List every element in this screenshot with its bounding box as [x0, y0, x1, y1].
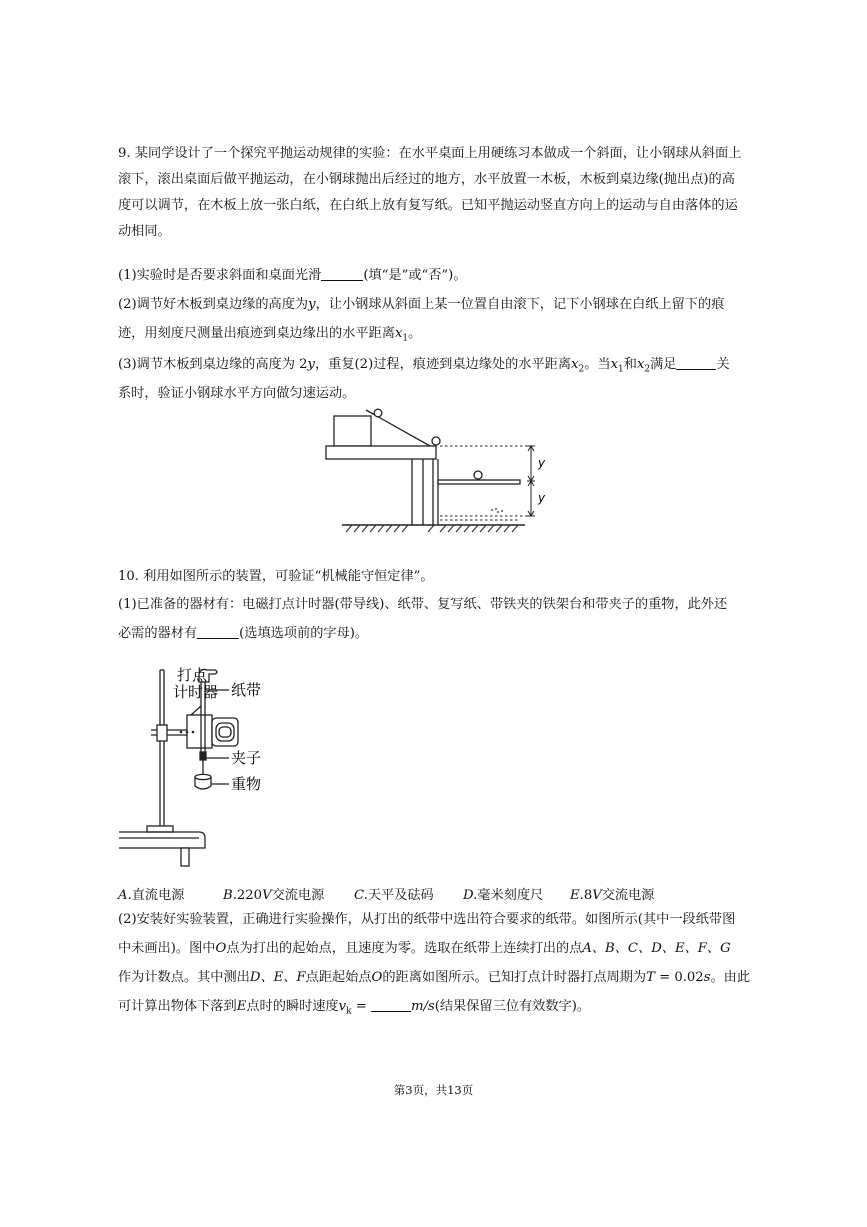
q9-part3-line2: 系时，验证小钢球水平方向做匀速运动。	[118, 386, 356, 401]
page-footer: 第3页，共13页	[393, 1083, 474, 1097]
q10-part1-line1: (1)已准备的器材有：电磁打点计时器(带导线)、纸带、复写纸、带铁夹的铁架台和带夹子的重物，此外还	[118, 597, 728, 612]
timer-label-line1: 打点	[177, 666, 208, 684]
q9-part2-line1: (2)调节好木板到桌边缘的高度为y，让小钢球从斜面上某一位置自由滚下，记下小钢球在白纸上留下的痕	[118, 297, 725, 312]
q10-part1-line2: 必需的器材有 (选填选项前的字母)。	[118, 626, 369, 641]
q10-part2-line4: 可计算出物体下落到E点时的瞬时速度$v_k = m/s$(结果保留三位有效数字)。	[118, 999, 591, 1017]
q10-part2-line3: 作为计数点。其中测出D、E、F点距起始点O的距离如图所示。已知打点计时器打点周期为T = 0.02s。由此	[118, 970, 751, 985]
q10-stem: 10. 利用如图所示的装置，可验证“机械能守恒定律”。	[118, 569, 434, 584]
q10-part2-line1: (2)安装好实验装置，正确进行实验操作，从打出的纸带中选出符合要求的纸带。如图所示(其中一段纸带图	[118, 912, 736, 927]
q10-part2-line2: 中未画出)。图中O点为打出的起始点，且速度为零。选取在纸带上连续打出的点A、B、C、D、E、F、G	[118, 941, 731, 956]
answer-blank[interactable]	[676, 355, 716, 370]
q9-stem: 9. 某同学设计了一个探究平抛运动规律的实验：在水平桌面上用硬练习本做成一个斜面，让小钢球从斜面上滚下，滚出桌面后做平抛运动，在小钢球抛出后经过的地方，水平放置一木板，木板到桌边缘(抛出点)的高度可以调节，在木板上放一张白纸，在白纸上放有复写纸。已知平抛运动竖直方向上的运动与自由落体的运动相同。	[118, 146, 742, 239]
projectile-apparatus-figure	[320, 406, 560, 538]
q9-part2-line2: 迹，用刻度尺测量出痕迹到桌边缘出的水平距离$x_1$。	[118, 326, 422, 344]
option-e[interactable]: E.8V交流电源	[570, 888, 655, 903]
option-d[interactable]: D.毫米刻度尺	[463, 888, 544, 903]
answer-blank[interactable]	[197, 624, 239, 639]
q9-part1: (1)实验时是否要求斜面和桌面光滑 (填“是”或“否”)。	[118, 268, 467, 283]
answer-blank[interactable]	[321, 266, 363, 281]
tape-label: 纸带	[231, 681, 262, 699]
answer-blank[interactable]	[371, 997, 411, 1012]
free-fall-apparatus-figure	[115, 660, 290, 870]
timer-label-line2: 计时器	[173, 683, 219, 701]
clip-label: 夹子	[231, 749, 262, 767]
q9-part3-line1: (3)调节木板到桌边缘的高度为 2y，重复(2)过程，痕迹到桌边缘处的水平距离$x_2$。当$x_1$和$x_2$满足 关	[118, 357, 730, 375]
option-b[interactable]: B.220V交流电源	[223, 888, 325, 903]
option-a[interactable]: A.直流电源	[118, 888, 185, 903]
option-c[interactable]: C.天平及砝码	[354, 888, 434, 903]
y-label-lower: y	[538, 491, 546, 505]
weight-label: 重物	[231, 775, 262, 793]
y-label-upper: y	[538, 456, 546, 470]
